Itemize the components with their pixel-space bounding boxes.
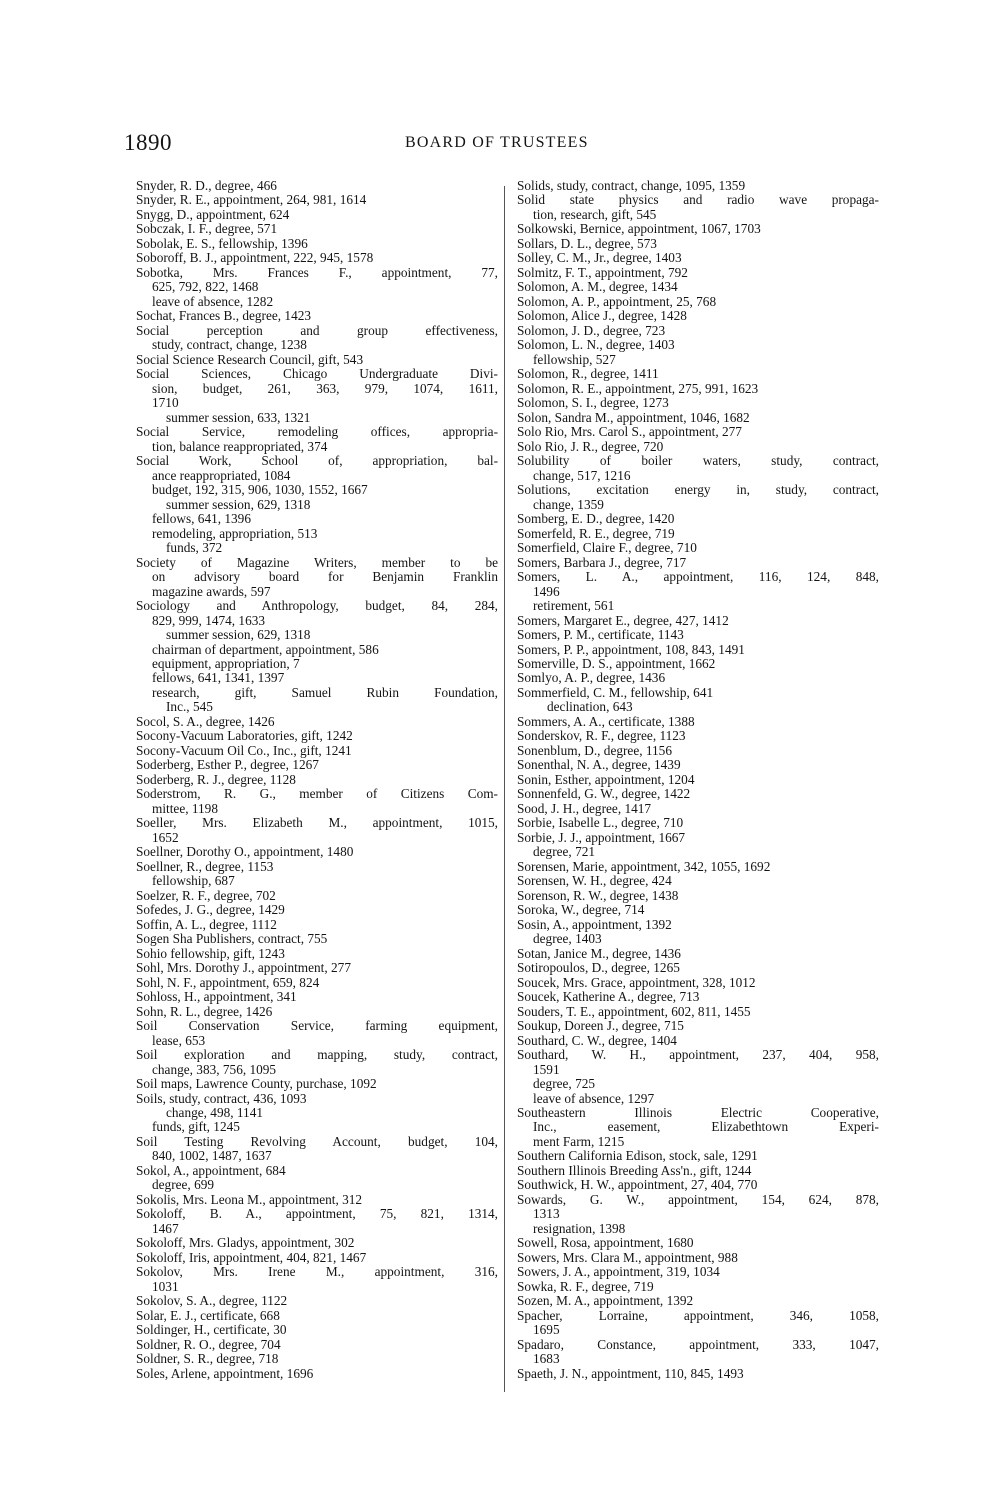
index-entry-line: Social Sciences, Chicago Undergraduate Divi- — [136, 367, 498, 382]
index-entry-line: Sood, J. H., degree, 1417 — [517, 801, 652, 816]
index-subentry-line: tion, research, gift, 545 — [533, 207, 657, 222]
index-subentry-line: fellows, 641, 1341, 1397 — [152, 671, 285, 686]
index-column-left — [136, 179, 498, 1381]
index-entry-line: Sowell, Rosa, appointment, 1680 — [517, 1236, 694, 1251]
index-entry-line: Solo Rio, J. R., degree, 720 — [517, 439, 664, 454]
index-subentry-line: budget, 192, 315, 906, 1030, 1552, 1667 — [152, 483, 368, 498]
index-subentry-line: change, 517, 1216 — [533, 468, 631, 483]
index-subentry-line: summer session, 629, 1318 — [166, 628, 311, 643]
index-entry-line: Socol, S. A., degree, 1426 — [136, 714, 275, 729]
index-entry-line: Somerfield, Claire F., degree, 710 — [517, 541, 697, 556]
index-entry-line: Sobczak, I. F., degree, 571 — [136, 222, 278, 237]
index-entry-line: Soeller, Mrs. Elizabeth M., appointment, 1015, — [136, 816, 498, 831]
index-entry-line: Somers, P. M., certificate, 1143 — [517, 628, 684, 643]
index-entry-line: Solomon, A. M., degree, 1434 — [517, 280, 678, 295]
index-subentry-line: leave of absence, 1297 — [533, 1091, 655, 1106]
index-entry-line: Sohl, N. F., appointment, 659, 824 — [136, 975, 320, 990]
index-entry-line: Somers, Margaret E., degree, 427, 1412 — [517, 613, 729, 628]
index-entry-line: Sokoloff, Mrs. Gladys, appointment, 302 — [136, 1236, 355, 1251]
index-subentry-line: on advisory board for Benjamin Franklin — [152, 570, 498, 585]
index-entry-line: Sochat, Frances B., degree, 1423 — [136, 309, 312, 324]
index-subentry-line: magazine awards, 597 — [152, 584, 271, 599]
index-entry-line: Sotan, Janice M., degree, 1436 — [517, 946, 681, 961]
index-entry-line: Southwick, H. W., appointment, 27, 404, 770 — [517, 1178, 758, 1193]
index-entry-line: Soderberg, Esther P., degree, 1267 — [136, 758, 319, 773]
index-entry-line: Social Service, remodeling offices, appropria- — [136, 425, 498, 440]
index-entry-line: Solomon, A. P., appointment, 25, 768 — [517, 294, 717, 309]
index-entry-line: Solmitz, F. T., appointment, 792 — [517, 265, 688, 280]
index-subentry-line: leave of absence, 1282 — [152, 294, 274, 309]
index-entry-line: Social perception and group effectiveness, — [136, 323, 498, 338]
index-entry-line: Solids, study, contract, change, 1095, 1359 — [517, 179, 746, 193]
index-subentry-line: summer session, 633, 1321 — [166, 410, 311, 425]
index-subentry-line: 1652 — [152, 830, 179, 845]
index-entry-line: Solutions, excitation energy in, study, contract, — [517, 483, 879, 498]
index-entry-line: Soffin, A. L., degree, 1112 — [136, 917, 277, 932]
index-entry-line: Soucek, Katherine A., degree, 713 — [517, 990, 700, 1005]
index-entry-line: Spadaro, Constance, appointment, 333, 1047, — [517, 1337, 879, 1352]
index-entry-line: Solomon, Alice J., degree, 1428 — [517, 309, 687, 324]
index-subentry-line: summer session, 629, 1318 — [166, 497, 311, 512]
index-subentry-line: 1683 — [533, 1352, 560, 1367]
index-entry-line: Sohio fellowship, gift, 1243 — [136, 946, 285, 961]
index-entry-line: Sogen Sha Publishers, contract, 755 — [136, 932, 328, 947]
index-subentry-line: 840, 1002, 1487, 1637 — [152, 1149, 272, 1164]
index-column-right — [517, 179, 879, 1381]
index-subentry-line: 1031 — [152, 1279, 179, 1294]
index-entry-line: Social Science Research Council, gift, 543 — [136, 352, 364, 367]
running-head: BOARD OF TRUSTEES — [405, 134, 589, 151]
index-entry-line: Sobolak, E. S., fellowship, 1396 — [136, 236, 308, 251]
index-entry-line: Somlyo, A. P., degree, 1436 — [517, 671, 666, 686]
index-entry-line: Soderberg, R. J., degree, 1128 — [136, 772, 296, 787]
index-entry-line: Sorensen, Marie, appointment, 342, 1055, 1692 — [517, 859, 771, 874]
index-subentry-line: ance reappropriated, 1084 — [152, 468, 291, 483]
index-entry-line: Sokol, A., appointment, 684 — [136, 1163, 286, 1178]
index-subentry-line: fellows, 641, 1396 — [152, 512, 251, 527]
index-subentry-line: 625, 792, 822, 1468 — [152, 280, 259, 295]
index-entry-line: Soellner, Dorothy O., appointment, 1480 — [136, 845, 354, 860]
index-entry-line: Somberg, E. D., degree, 1420 — [517, 512, 675, 527]
index-entry-line: Somerfeld, R. E., degree, 719 — [517, 526, 675, 541]
index-subentry-line: change, 1359 — [533, 497, 604, 512]
index-subentry-line: remodeling, appropriation, 513 — [152, 526, 318, 541]
index-subentry-line: 829, 999, 1474, 1633 — [152, 613, 266, 628]
index-subentry-line: 1591 — [533, 1062, 560, 1077]
index-subentry-line: fellowship, 687 — [152, 874, 235, 889]
index-entry-line: Spacher, Lorraine, appointment, 346, 1058, — [517, 1308, 879, 1323]
index-entry-line: Soldner, R. O., degree, 704 — [136, 1337, 281, 1352]
index-entry-line: Soles, Arlene, appointment, 1696 — [136, 1366, 314, 1381]
index-entry-line: Soil Testing Revolving Account, budget, 104, — [136, 1134, 498, 1149]
index-entry-line: Sotiropoulos, D., degree, 1265 — [517, 961, 680, 976]
index-entry-line: Souders, T. E., appointment, 602, 811, 1455 — [517, 1004, 751, 1019]
index-entry-line: Sorenson, R. W., degree, 1438 — [517, 888, 679, 903]
index-entry-line: Snyder, R. D., degree, 466 — [136, 179, 277, 193]
index-subentry-line: chairman of department, appointment, 586 — [152, 642, 379, 657]
index-entry-line: Solomon, R., degree, 1411 — [517, 367, 659, 382]
index-subentry-line: declination, 643 — [547, 700, 633, 715]
index-subentry-line: change, 498, 1141 — [166, 1106, 263, 1120]
index-entry-line: Soil maps, Lawrence County, purchase, 1092 — [136, 1077, 377, 1092]
index-entry-line: Solley, C. M., Jr., degree, 1403 — [517, 251, 682, 266]
index-entry-line: Sozen, M. A., appointment, 1392 — [517, 1294, 694, 1309]
page-number: 1890 — [124, 130, 172, 155]
index-subentry-line: change, 383, 756, 1095 — [152, 1062, 277, 1077]
index-entry-line: Sokoloff, Iris, appointment, 404, 821, 1467 — [136, 1250, 367, 1265]
index-entry-line: Solomon, L. N., degree, 1403 — [517, 338, 675, 353]
index-entry-line: Sofedes, J. G., degree, 1429 — [136, 903, 285, 918]
index-entry-line: Soucek, Mrs. Grace, appointment, 328, 1012 — [517, 975, 756, 990]
index-entry-line: Southard, C. W., degree, 1404 — [517, 1033, 677, 1048]
index-entry-line: Socony-Vacuum Oil Co., Inc., gift, 1241 — [136, 743, 352, 758]
index-entry-line: Sollars, D. L., degree, 573 — [517, 236, 657, 251]
index-entry-line: Soil exploration and mapping, study, contract, — [136, 1048, 498, 1063]
index-subentry-line: 1695 — [533, 1323, 560, 1338]
index-subentry-line: degree, 1403 — [533, 932, 602, 947]
index-subentry-line: 1710 — [152, 396, 179, 411]
index-entry-line: Solubility of boiler waters, study, contract, — [517, 454, 879, 469]
index-subentry-line: study, contract, change, 1238 — [152, 338, 307, 353]
index-subentry-line: research, gift, Samuel Rubin Foundation, — [152, 685, 498, 700]
index-entry-line: Somerville, D. S., appointment, 1662 — [517, 656, 716, 671]
index-entry-line: Soellner, R., degree, 1153 — [136, 859, 274, 874]
index-subentry-line: mittee, 1198 — [152, 801, 218, 816]
index-entry-line: Sorbie, Isabelle L., degree, 710 — [517, 816, 684, 831]
index-subentry-line: degree, 699 — [152, 1178, 215, 1193]
index-subentry-line: fellowship, 527 — [533, 352, 616, 367]
index-subentry-line: retirement, 561 — [533, 599, 615, 614]
index-subentry-line: tion, balance reappropriated, 374 — [152, 439, 328, 454]
index-subentry-line: degree, 725 — [533, 1077, 596, 1092]
index-entry-line: Sommers, A. A., certificate, 1388 — [517, 714, 695, 729]
index-entry-line: Soils, study, contract, 436, 1093 — [136, 1091, 307, 1106]
index-entry-line: Snyder, R. E., appointment, 264, 981, 1614 — [136, 193, 367, 208]
index-entry-line: Social Work, School of, appropriation, bal- — [136, 454, 498, 469]
index-entry-line: Society of Magazine Writers, member to be — [136, 555, 498, 570]
index-entry-line: Soldner, S. R., degree, 718 — [136, 1352, 279, 1367]
index-entry-line: Solomon, J. D., degree, 723 — [517, 323, 666, 338]
index-entry-line: Soderstrom, R. G., member of Citizens Com- — [136, 787, 498, 802]
index-entry-line: Solomon, R. E., appointment, 275, 991, 1623 — [517, 381, 759, 396]
index-subentry-line: Inc., 545 — [166, 700, 213, 715]
index-entry-line: Solkowski, Bernice, appointment, 1067, 1703 — [517, 222, 761, 237]
index-subentry-line: funds, gift, 1245 — [152, 1120, 240, 1135]
index-subentry-line: ment Farm, 1215 — [533, 1134, 625, 1149]
index-entry-line: Sowers, Mrs. Clara M., appointment, 988 — [517, 1250, 738, 1265]
index-entry-line: Spaeth, J. N., appointment, 110, 845, 1493 — [517, 1366, 744, 1381]
index-entry-line: Snygg, D., appointment, 624 — [136, 207, 290, 222]
index-entry-line: Socony-Vacuum Laboratories, gift, 1242 — [136, 729, 353, 744]
index-entry-line: Solomon, S. I., degree, 1273 — [517, 396, 669, 411]
index-entry-line: Southern California Edison, stock, sale, 1291 — [517, 1149, 758, 1164]
index-entry-line: Soelzer, R. F., degree, 702 — [136, 888, 276, 903]
index-entry-line: Southard, W. H., appointment, 237, 404, 958, — [517, 1048, 879, 1063]
index-entry-line: Sokolov, S. A., degree, 1122 — [136, 1294, 288, 1309]
index-entry-line: Sonderskov, R. F., degree, 1123 — [517, 729, 686, 744]
index-entry-line: Somers, L. A., appointment, 116, 124, 848, — [517, 570, 879, 585]
index-entry-line: Sohloss, H., appointment, 341 — [136, 990, 297, 1005]
index-entry-line: Sociology and Anthropology, budget, 84, 284, — [136, 599, 498, 614]
index-entry-line: Solar, E. J., certificate, 668 — [136, 1308, 280, 1323]
index-entry-line: Sowards, G. W., appointment, 154, 624, 878, — [517, 1192, 879, 1207]
index-entry-line: Solo Rio, Mrs. Carol S., appointment, 277 — [517, 425, 742, 440]
index-entry-line: Soil Conservation Service, farming equipment, — [136, 1019, 498, 1034]
index-subentry-line: 1496 — [533, 584, 560, 599]
index-entry-line: Sonnenfeld, G. W., degree, 1422 — [517, 787, 691, 802]
index-entry-line: Solon, Sandra M., appointment, 1046, 1682 — [517, 410, 750, 425]
index-subentry-line: 1467 — [152, 1221, 179, 1236]
index-entry-line: Soukup, Doreen J., degree, 715 — [517, 1019, 684, 1034]
index-entry-line: Solid state physics and radio wave propaga- — [517, 193, 879, 208]
index-subentry-line: funds, 372 — [166, 541, 223, 556]
index-subentry-line: Inc., easement, Elizabethtown Experi- — [533, 1120, 879, 1135]
index-entry-line: Soroka, W., degree, 714 — [517, 903, 645, 918]
index-entry-line: Sorensen, W. H., degree, 424 — [517, 874, 672, 889]
index-entry-line: Sonin, Esther, appointment, 1204 — [517, 772, 695, 787]
index-entry-line: Southeastern Illinois Electric Cooperative, — [517, 1106, 879, 1120]
index-entry-line: Somers, P. P., appointment, 108, 843, 1491 — [517, 642, 745, 657]
index-subentry-line: sion, budget, 261, 363, 979, 1074, 1611, — [152, 381, 498, 396]
index-entry-line: Soboroff, B. J., appointment, 222, 945, 1578 — [136, 251, 374, 266]
index-subentry-line: resignation, 1398 — [533, 1221, 626, 1236]
index-entry-line: Sosin, A., appointment, 1392 — [517, 917, 672, 932]
index-entry-line: Southern Illinois Breeding Ass'n., gift, 1244 — [517, 1163, 752, 1178]
index-entry-line: Sowers, J. A., appointment, 319, 1034 — [517, 1265, 720, 1280]
index-entry-line: Sokolov, Mrs. Irene M., appointment, 316, — [136, 1265, 498, 1280]
index-entry-line: Sonenthal, N. A., degree, 1439 — [517, 758, 681, 773]
index-entry-line: Sokolis, Mrs. Leona M., appointment, 312 — [136, 1192, 363, 1207]
index-entry-line: Soldinger, H., certificate, 30 — [136, 1323, 287, 1338]
index-subentry-line: equipment, appropriation, 7 — [152, 656, 300, 671]
index-entry-line: Sorbie, J. J., appointment, 1667 — [517, 830, 686, 845]
index-subentry-line: 1313 — [533, 1207, 560, 1222]
index-entry-line: Sohn, R. L., degree, 1426 — [136, 1004, 273, 1019]
index-subentry-line: degree, 721 — [533, 845, 596, 860]
index-entry-line: Sowka, R. F., degree, 719 — [517, 1279, 654, 1294]
index-entry-line: Sohl, Mrs. Dorothy J., appointment, 277 — [136, 961, 351, 976]
index-entry-line: Sommerfield, C. M., fellowship, 641 — [517, 685, 714, 700]
index-entry-line: Sonenblum, D., degree, 1156 — [517, 743, 672, 758]
index-entry-line: Sobotka, Mrs. Frances F., appointment, 77, — [136, 265, 498, 280]
index-entry-line: Somers, Barbara J., degree, 717 — [517, 555, 687, 570]
column-divider — [504, 186, 505, 1392]
index-entry-line: Sokoloff, B. A., appointment, 75, 821, 1314, — [136, 1207, 498, 1222]
index-subentry-line: lease, 653 — [152, 1033, 206, 1048]
